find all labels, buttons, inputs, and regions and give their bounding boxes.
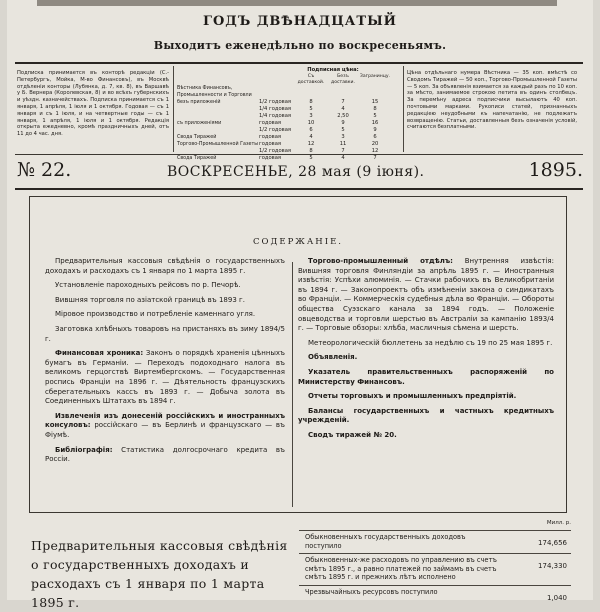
price-row-nodelivery: 11 xyxy=(339,141,347,147)
price-row-name xyxy=(177,106,259,113)
price-row-nodelivery: 5 xyxy=(341,127,345,133)
price-row-abroad: 6 xyxy=(373,134,377,140)
price-row-abroad xyxy=(359,85,391,99)
price-row-abroad: 12 xyxy=(371,148,379,154)
price-row xyxy=(177,141,399,148)
price-row xyxy=(177,113,399,120)
price-row-period: 1/4 годовая xyxy=(259,106,292,112)
contents-item-text: Метеорологическій бюллетень за недѣлю съ 19 по 25 мая 1895 г. xyxy=(308,338,553,347)
price-row xyxy=(177,120,399,127)
contents-item xyxy=(298,431,554,441)
price-row-abroad: 8 xyxy=(373,106,377,112)
issue-rule xyxy=(15,188,583,190)
contents-item xyxy=(298,257,554,334)
price-col-abroad: Загранинцу. xyxy=(359,74,391,79)
price-row-abroad: 5 xyxy=(373,113,377,119)
price-rows xyxy=(177,85,399,162)
contents-item-label: Библіографія: xyxy=(55,445,113,454)
price-row-period: годовая xyxy=(259,134,282,140)
finance-row-value: 174,330 xyxy=(538,562,567,570)
contents-divider xyxy=(292,262,293,507)
price-row-nodelivery: 3 xyxy=(341,134,345,140)
price-header: Подписная цѣна: xyxy=(307,67,359,73)
price-row-delivery: 6 xyxy=(309,127,313,133)
price-row-nodelivery: 7 xyxy=(341,99,345,105)
contents-item xyxy=(298,407,554,426)
contents-item: Установленіе пароходныхъ рейсовъ по р. Печорѣ. xyxy=(55,281,241,290)
header-rule xyxy=(15,62,583,64)
contents-item xyxy=(45,446,285,465)
price-row-delivery: 4 xyxy=(309,134,313,140)
price-row xyxy=(177,127,399,134)
price-row-abroad: 15 xyxy=(371,99,379,105)
price-row-abroad: 16 xyxy=(371,120,379,126)
price-row-delivery: 10 xyxy=(307,120,315,126)
price-row-abroad: 9 xyxy=(373,127,377,133)
contents-item: Заготовка хлѣбныхъ товаровъ на пристаняхъ въ зиму 1894/5 г. xyxy=(45,324,285,343)
price-col-delivery: Съ доставкой. xyxy=(297,74,325,85)
price-row xyxy=(177,99,399,106)
finance-row xyxy=(299,585,571,600)
price-row-nodelivery: 4 xyxy=(341,106,345,112)
finance-table xyxy=(299,520,571,602)
price-row-abroad: 7 xyxy=(373,155,377,161)
contents-item xyxy=(45,412,285,441)
contents-item-label: Балансы государственныхъ и частныхъ кредитныхъ учрежденій. xyxy=(298,406,554,425)
price-row-period: 1/2 годовая xyxy=(259,127,292,133)
price-row-name: съ приложеніями xyxy=(177,121,222,126)
issue-line xyxy=(17,159,583,185)
contents-item xyxy=(298,368,554,387)
contents-item-text: Статистика долгосрочнаго кредита въ Россіи. xyxy=(45,445,285,464)
issue-year: 1895. xyxy=(528,159,583,181)
article-title: Предварительныя кассовыя свѣдѣнія о государственныхъ доходахъ и расходахъ съ 1 января по 1 марта 1895 г. xyxy=(31,538,288,610)
subscription-info: Подписка принимается въ конторѣ редакціи (С.-Петербургъ, Мойка, М-во Финансовъ), въ Москвѣ отдѣленіи конторы (Лубянка, д. 7, кв. 8), въ Варшавѣ у Б. Вернера (Королевская, 8) и во всѣхъ губернскихъ и уѣздн. казначействахъ. Подписка принимается съ 1 января, 1 апрѣля, 1 іюля и 1 октября. Годовая — съ 1 января и съ 1 іюля, и на четвертные годы — съ 1 января, 1 апрѣля, 1 іюля и 1 октября. Редакція открыта ежедневно, кромѣ праздничныхъ дней, отъ 11 до 4 час. дня. xyxy=(17,70,169,138)
price-row xyxy=(177,106,399,113)
contents-item xyxy=(298,353,554,363)
price-row-period: годовая xyxy=(259,141,282,147)
price-row-period: годовая xyxy=(259,120,282,126)
price-row-abroad: 20 xyxy=(371,141,379,147)
contents-item-label: Отчеты торговыхъ и промышленныхъ предпріятій. xyxy=(308,392,517,401)
price-row-name: Вѣстника Финансовъ, Промышленности и Торговли xyxy=(177,86,252,98)
price-row-delivery: 3 xyxy=(309,113,313,119)
contents-item: Вившняя торговля по азіатской границѣ въ 1893 г. xyxy=(55,295,245,304)
finance-row-text: Обыкновенных-же расходовъ по управлению въ счетъ смѣтъ 1895 г., а равно платежей по займамъ въ счетъ смѣтъ 1895 г. и прежнихъ лѣтъ исполнено xyxy=(305,556,497,581)
price-row-period: 1/2 годовая xyxy=(259,99,292,105)
contents-item: Предварительныя кассовыя свѣдѣнія о государственныхъ доходахъ и расходахъ съ 1 января по 1 марта 1895 г. xyxy=(45,257,285,275)
contents-item-label: Финансовая хроника: xyxy=(55,349,144,358)
price-row-period: 1/4 годовая xyxy=(259,113,292,119)
price-table xyxy=(177,67,399,162)
contents-item-label: Указатель правительственныхъ распоряженій по Министерству Финансовъ. xyxy=(298,367,554,386)
contents-item-label: Сводъ тиражей № 20. xyxy=(308,430,397,439)
contents-item: Міровое производство и потребленіе каменнаго угля. xyxy=(55,310,256,319)
newspaper-page xyxy=(7,0,593,610)
price-row-delivery: 5 xyxy=(309,106,313,112)
price-row-name: безъ приложеній xyxy=(177,100,221,105)
price-columns xyxy=(295,74,399,85)
price-row-period: 1/2 годовая xyxy=(259,148,292,154)
contents-item xyxy=(45,349,285,407)
column-divider xyxy=(173,66,174,152)
publication-frequency: Выходитъ еженедѣльно по воскресеньямъ. xyxy=(153,39,447,52)
price-row-period: годовая xyxy=(259,155,282,161)
finance-row-text: Чрезвычайныхъ ресурсовъ поступило xyxy=(305,587,438,596)
price-row-nodelivery: 7 xyxy=(341,148,345,154)
price-row-name xyxy=(177,113,259,120)
year-title: ГОДЪ ДВѢНАДЦАТЫЙ xyxy=(203,14,397,29)
finance-row-value: 174,656 xyxy=(538,539,567,547)
price-row-name xyxy=(177,127,259,134)
column-divider xyxy=(403,66,404,152)
finance-rows xyxy=(299,530,571,602)
issue-date: ВОСКРЕСЕНЬЕ, 28 мая (9 іюня). xyxy=(167,164,425,180)
price-row-delivery: 5 xyxy=(309,155,313,161)
contents-item-text: россійскаго — въ Берлинѣ и французскаго — въ Фіумѣ. xyxy=(45,421,285,439)
contents-item xyxy=(298,392,554,402)
contents-item xyxy=(298,339,554,349)
masthead-strip xyxy=(37,0,557,6)
price-row-nodelivery xyxy=(327,85,359,99)
issue-prices-info: Цѣна отдѣльнаго нумера Вѣстника — 35 коп. вмѣстѣ со Сводомъ Тиражей — 50 коп., Торгово-Промышленной Газеты — 5 коп. За объявленія взимается за каждый разъ по 10 коп. за мѣсто, занимаемое строкою петита въ одинъ столбецъ. За перемѣну адреса подписчики высылаютъ 40 коп. почтовыми марками. Рукописи статей, признанныхъ редакціею неудобными къ напечатанію, не подлежатъ возвращенію. Статьи, доставленныя безъ означенія условій, считаются безплатными. xyxy=(407,70,577,131)
price-row-name: Торгово-Промышленной Газеты xyxy=(177,142,259,147)
price-row-delivery: 12 xyxy=(307,141,315,147)
price-row-name: Свода Тиражей xyxy=(177,135,217,140)
contents-box xyxy=(29,196,567,513)
finance-unit: Милл. р. xyxy=(546,520,571,526)
contents-item-label: Торгово-промышленный отдѣлъ: xyxy=(308,257,453,265)
contents-title: СОДЕРЖАНІЕ. xyxy=(253,237,343,247)
finance-row xyxy=(299,530,571,553)
contents-item-label: Извлеченія изъ донесеній россійскихъ и иностранныхъ консуловъ: xyxy=(45,411,285,430)
contents-right-column xyxy=(298,257,554,446)
finance-row-value: 1,040 xyxy=(546,593,567,602)
price-row-delivery xyxy=(295,85,327,99)
price-row-delivery: 8 xyxy=(309,99,313,105)
contents-item-text: Законъ о порядкѣ храненія цѣнныхъ бумагъ въ Германіи. — Переходъ подоходнаго налога въ великомъ герцогствѣ Виртембергскомъ. — Государственная роспись Франціи на 1896 г. — Дѣятельность французскихъ сберегательныхъ кассъ въ 1893 г. — Добыча золота въ Соединенныхъ Штатахъ въ 1894 г. xyxy=(45,349,286,406)
price-row-period xyxy=(259,85,295,99)
price-col-nodelivery: Безъ доставки. xyxy=(331,74,355,85)
price-row-nodelivery: 9 xyxy=(341,120,345,126)
price-row-name: Свода Тиражей xyxy=(177,156,217,161)
finance-row xyxy=(299,553,571,585)
contents-left-column xyxy=(45,257,285,470)
finance-row-text: Обыкновенныхъ государственныхъ доходовъ поступило xyxy=(305,533,466,550)
price-row-nodelivery: 2,50 xyxy=(337,113,349,119)
price-row xyxy=(177,85,399,99)
subheader-rule xyxy=(15,154,583,155)
issue-number: № 22. xyxy=(17,159,72,181)
contents-item-text: Внутренняя извѣстія: Вившняя торговля Финляндіи за апрѣль 1895 г. — Иностранныя извѣстія: Успѣхи алюминія. — Стачки рабочихъ въ Великобританіи въ 1894 г. — Законопроектъ объ измѣненіи закона о синдикатахъ во Франціи. — Коммерческія судебныя дѣла во Франціи. — Обороты общества Суэзскаго канала за 1894 годъ. — Положеніе овцеводства и торговли шерстью въ Австраліи за кампанію 1893/4 г. — Торговые обзоры: хлѣба, масличныя сѣмена и шерсть. xyxy=(298,257,554,333)
price-row-nodelivery: 4 xyxy=(341,155,345,161)
price-row xyxy=(177,134,399,141)
price-row-delivery: 8 xyxy=(309,148,313,154)
contents-item-label: Объявленія. xyxy=(308,353,358,362)
